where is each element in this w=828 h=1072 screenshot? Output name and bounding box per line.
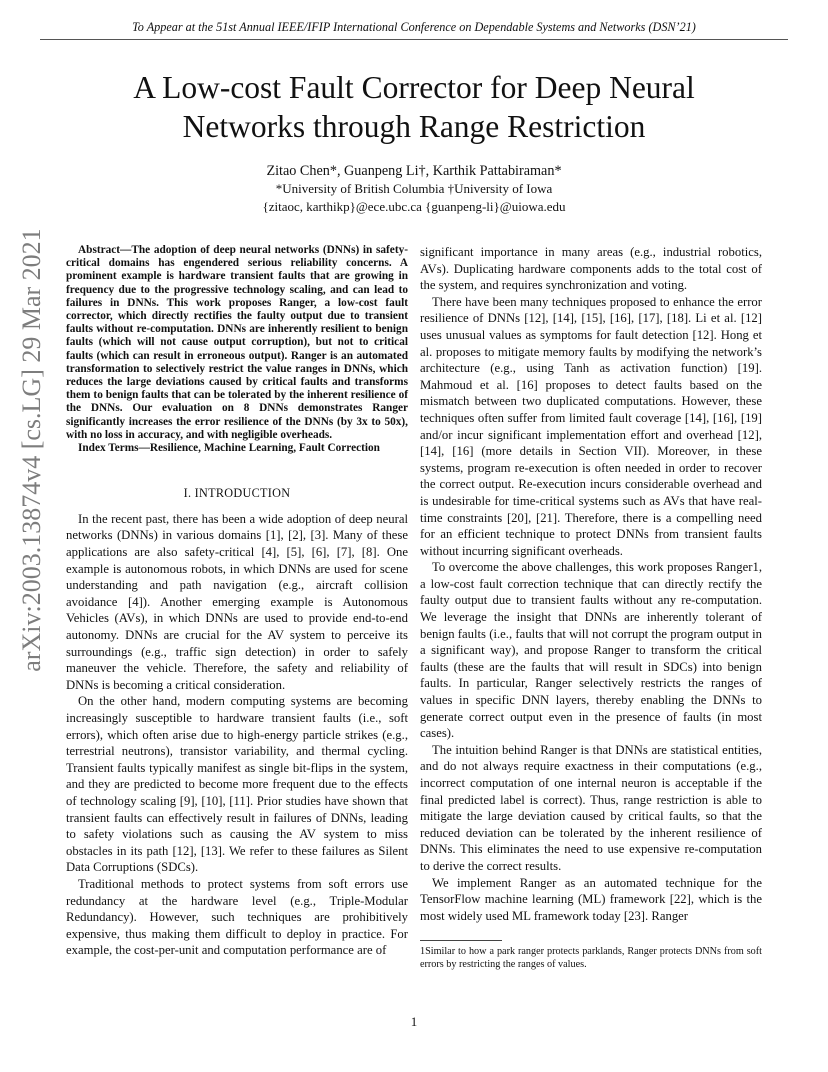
body-paragraph: There have been many techniques proposed to enhance the error resilience of DNNs [12], [14], [15], [16], [17], [18]. Li et al. [12] uses unusual values as symptoms for fault detection [12]. Hong et al. proposes to mitigate memory faults by modifying the network’s architecture (e.g., using Tanh as activation function) [19]. Mahmoud et al. [16] proposes to detect faults based on the mismatch between two duplicated computations. However, these techniques often suffer from limited fault coverage [14], [16], [19] and/or incur significant implementation effort and overhead [12], [14], [16] (more details in Section VII). Moreover, in these systems, program re-execution is often needed in order to recover the correct output. Re-execution incurs considerable overhead and is undesirable for time-critical systems such as AVs that have real-time constraints [20], [21]. Therefore, there is a compelling need for an efficient technique to protect DNNs from transient faults without incurring significant overheads. bbox=[420, 294, 762, 558]
body-paragraph: We implement Ranger as an automated technique for the TensorFlow machine learning (ML) framework [22], which is the most widely used ML framework today [23]. Ranger bbox=[420, 875, 762, 923]
body-paragraph: significant importance in many areas (e.g., industrial robotics, AVs). Duplicating hardware components adds to the total cost of the system, and requires synchronization and voting. bbox=[420, 245, 762, 293]
arxiv-sidebar bbox=[4, 228, 60, 672]
page-number: 1 bbox=[410, 1014, 418, 1029]
arxiv-identifier: arXiv:2003.13874v4 [cs.LG] 29 Mar 2021 bbox=[17, 228, 46, 672]
abstract: Abstract—The adoption of deep neural networks (DNNs) in safety-critical domains has engendered serious reliability concerns. A prominent example is hardware transient faults that are growing in frequency due to the progressive technology scaling, and can lead to failures in DNNs. This work proposes Ranger, a low-cost fault corrector, which directly rectifies the faulty output due to transient faults without re-computation. DNNs are inherently resilient to benign faults (which will not cause output corruption), but not to critical faults (which can result in erroneous output). Ranger is an automated transformation to selectively restrict the value ranges in DNNs, which reduces the large deviations caused by critical faults and transforms them to benign faults that can be tolerated by the inherent resilience of the DNNs. Our evaluation on 8 DNNs demonstrates Ranger significantly increases the error resilience of the DNNs (by 3x to 50x), with no loss in accuracy, and with negligible overheads. bbox=[66, 244, 408, 441]
index-terms: Index Terms—Resilience, Machine Learning, Fault Correction bbox=[78, 442, 380, 455]
footnote-rule bbox=[420, 940, 502, 941]
body-paragraph: The intuition behind Ranger is that DNNs are statistical entities, and do not always require exactness in their computations (e.g., incorrect computation of one internal neuron is acceptable if the final predicted label is correct). Thus, range restriction is able to mitigate the large deviation caused by critical faults, so that the reduced deviation can be tolerated by the inherent resilience of DNNs. This eliminates the need to use expensive re-computation to derive the correct results. bbox=[420, 742, 762, 873]
affiliations: *University of British Columbia †University of Iowa bbox=[275, 181, 553, 196]
author-emails: {zitaoc, karthikp}@ece.ubc.ca {guanpeng-li}@uiowa.edu bbox=[262, 199, 566, 214]
title-line: A Low-cost Fault Corrector for Deep Neural bbox=[133, 70, 695, 105]
paper-title bbox=[40, 68, 788, 146]
body-paragraph: To overcome the above challenges, this work proposes Ranger1, a low-cost fault correction technique that can directly rectify the faulty output due to transient faults without any re-computation. We leverage the insight that DNNs are inherently tolerant of benign faults (i.e., faults that will not corrupt the program output in a significant way), and propose Ranger to transform the critical faults (these are the faults that will result in SDCs) into benign faults. In particular, Ranger selectively restricts the ranges of values in specific DNN layers, thereby enabling the DNNs to generate correct output even in the presence of faults (in most cases). bbox=[420, 560, 762, 741]
body-paragraph: On the other hand, modern computing systems are becoming increasingly susceptible to hardware transient faults (i.e., soft errors), which often arise due to high-energy particle strikes (e.g., terrestrial neutrons), transistor variability, and thermal cycling. Transient faults typically manifest as single bit-flips in the system, and they are predicted to become more frequent due to the effects of technology scaling [9], [10], [11]. Prior studies have shown that transient faults can effectively result in failures of DNNs, leading to safety violations such as causing the AV system to miss obstacles in its path [12], [13]. We refer to these failures as Silent Data Corruptions (SDCs). bbox=[66, 694, 408, 875]
title-line: Networks through Range Restriction bbox=[182, 109, 646, 144]
header-rule bbox=[40, 39, 788, 40]
body-paragraph: Traditional methods to protect systems from soft errors use redundancy at the hardware level (e.g., Triple-Modular Redundancy). However, such techniques are prohibitively expensive, thus making them difficult to deploy in practice. For example, the cost-per-unit and computation performance are of bbox=[66, 876, 408, 958]
body-paragraph: In the recent past, there has been a wide adoption of deep neural networks (DNNs) in various domains [1], [2], [3]. Many of these applications are also safety-critical [4], [5], [6], [7], [8]. One example is autonomous robots, in which DNNs are used for scene understanding and path navigation (e.g., aircraft collision avoidance [4]). Another emerging example is Autonomous Vehicles (AVs), in which DNNs are used to provide end-to-end autonomy. DNNs are crucial for the AV system to perceive its surroundings (e.g., traffic sign detection) in order to safely maneuver the vehicle. Therefore, the safety and reliability of DNNs is becoming a critical consideration. bbox=[66, 511, 408, 692]
footnote: 1Similar to how a park ranger protects parklands, Ranger protects DNNs from soft errors by restricting the ranges of values. bbox=[420, 946, 762, 970]
author-list: Zitao Chen*, Guanpeng Li†, Karthik Pattabiraman* bbox=[266, 163, 562, 179]
section-heading: I. INTRODUCTION bbox=[183, 486, 291, 501]
left-column bbox=[66, 244, 408, 959]
right-column bbox=[420, 244, 762, 924]
running-header: To Appear at the 51st Annual IEEE/IFIP International Conference on Dependable Systems and Networks (DSN’21) bbox=[132, 20, 696, 34]
